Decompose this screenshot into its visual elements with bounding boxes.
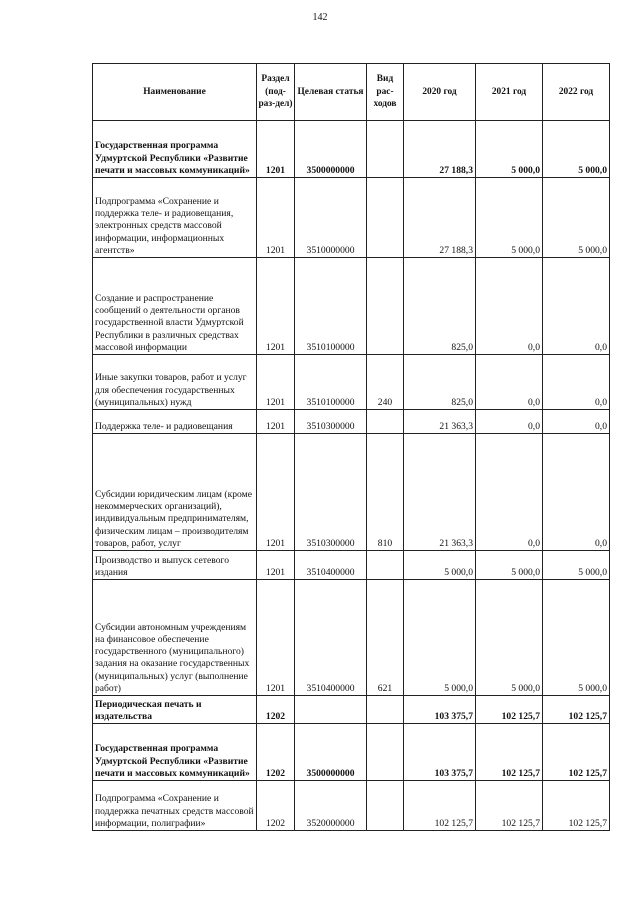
cell-section: 1201 [257, 121, 295, 178]
cell-section: 1202 [257, 781, 295, 831]
cell-y2020: 5 000,0 [404, 580, 476, 696]
cell-target: 3510000000 [295, 178, 367, 258]
cell-y2021: 102 125,7 [476, 724, 543, 781]
cell-y2022: 102 125,7 [543, 696, 610, 724]
header-section: Раздел (под-раз-дел) [257, 64, 295, 121]
cell-vr: 621 [367, 580, 404, 696]
cell-y2021: 0,0 [476, 258, 543, 355]
cell-y2021: 5 000,0 [476, 178, 543, 258]
cell-vr [367, 121, 404, 178]
cell-name: Поддержка теле- и радиовещания [93, 410, 257, 434]
cell-name: Периодическая печать и издательства [93, 696, 257, 724]
header-2022: 2022 год [543, 64, 610, 121]
cell-target: 3500000000 [295, 724, 367, 781]
table-row [93, 781, 610, 831]
cell-y2022: 0,0 [543, 258, 610, 355]
cell-section: 1201 [257, 580, 295, 696]
cell-name: Субсидии юридическим лицам (кроме некоммерческих организаций), индивидуальным предпринимателям, физическим лицам – производителям товаров, работ, услуг [93, 434, 257, 551]
table-header-row [93, 64, 610, 121]
cell-name: Производство и выпуск сетевого издания [93, 551, 257, 580]
budget-table [92, 63, 610, 831]
table-row [93, 178, 610, 258]
cell-section: 1201 [257, 178, 295, 258]
cell-target: 3520000000 [295, 781, 367, 831]
cell-section: 1202 [257, 696, 295, 724]
cell-target: 3510400000 [295, 551, 367, 580]
cell-y2020: 103 375,7 [404, 724, 476, 781]
cell-y2020: 825,0 [404, 355, 476, 410]
cell-target: 3510100000 [295, 258, 367, 355]
cell-y2022: 0,0 [543, 410, 610, 434]
cell-y2020: 27 188,3 [404, 178, 476, 258]
cell-vr: 810 [367, 434, 404, 551]
cell-y2021: 5 000,0 [476, 121, 543, 178]
table-row [93, 724, 610, 781]
cell-y2022: 102 125,7 [543, 781, 610, 831]
header-name: Наименование [93, 64, 257, 121]
header-2021: 2021 год [476, 64, 543, 121]
cell-y2021: 5 000,0 [476, 551, 543, 580]
cell-y2022: 5 000,0 [543, 178, 610, 258]
table-row [93, 355, 610, 410]
cell-y2021: 0,0 [476, 434, 543, 551]
cell-vr [367, 258, 404, 355]
cell-y2021: 102 125,7 [476, 696, 543, 724]
cell-y2020: 102 125,7 [404, 781, 476, 831]
cell-target: 3510100000 [295, 355, 367, 410]
cell-section: 1202 [257, 724, 295, 781]
cell-y2020: 5 000,0 [404, 551, 476, 580]
cell-y2020: 21 363,3 [404, 410, 476, 434]
header-target: Целевая статья [295, 64, 367, 121]
cell-y2020: 103 375,7 [404, 696, 476, 724]
cell-y2022: 102 125,7 [543, 724, 610, 781]
cell-section: 1201 [257, 410, 295, 434]
cell-name: Иные закупки товаров, работ и услуг для обеспечения государственных (муниципальных) нужд [93, 355, 257, 410]
table-row [93, 696, 610, 724]
header-vr: Вид рас-ходов [367, 64, 404, 121]
cell-section: 1201 [257, 355, 295, 410]
cell-section: 1201 [257, 434, 295, 551]
cell-y2021: 0,0 [476, 355, 543, 410]
cell-vr [367, 781, 404, 831]
cell-y2021: 102 125,7 [476, 781, 543, 831]
cell-y2020: 27 188,3 [404, 121, 476, 178]
cell-vr [367, 696, 404, 724]
table-row [93, 434, 610, 551]
cell-y2020: 21 363,3 [404, 434, 476, 551]
cell-vr: 240 [367, 355, 404, 410]
cell-name: Субсидии автономным учреждениям на финансовое обеспечение государственного (муниципального) задания на оказание государственных (муниципальных) услуг (выполнение работ) [93, 580, 257, 696]
cell-name: Государственная программа Удмуртской Республики «Развитие печати и массовых коммуникаций» [93, 121, 257, 178]
cell-y2022: 5 000,0 [543, 121, 610, 178]
cell-name: Создание и распространение сообщений о деятельности органов государственной власти Удмуртской Республики в различных средствах массовой информации [93, 258, 257, 355]
page-number: 142 [312, 12, 328, 23]
cell-target: 3510300000 [295, 434, 367, 551]
cell-y2022: 5 000,0 [543, 551, 610, 580]
cell-target: 3510400000 [295, 580, 367, 696]
cell-section: 1201 [257, 551, 295, 580]
cell-vr [367, 410, 404, 434]
cell-vr [367, 724, 404, 781]
table-row [93, 551, 610, 580]
cell-target [295, 696, 367, 724]
cell-target: 3510300000 [295, 410, 367, 434]
table-row [93, 121, 610, 178]
cell-y2021: 5 000,0 [476, 580, 543, 696]
table-row [93, 410, 610, 434]
cell-y2022: 5 000,0 [543, 580, 610, 696]
cell-name: Подпрограмма «Сохранение и поддержка теле- и радиовещания, электронных средств массовой информации, информационных агентств» [93, 178, 257, 258]
cell-name: Государственная программа Удмуртской Республики «Развитие печати и массовых коммуникаций» [93, 724, 257, 781]
cell-y2022: 0,0 [543, 434, 610, 551]
cell-target: 3500000000 [295, 121, 367, 178]
cell-y2021: 0,0 [476, 410, 543, 434]
cell-section: 1201 [257, 258, 295, 355]
header-2020: 2020 год [404, 64, 476, 121]
cell-y2022: 0,0 [543, 355, 610, 410]
table-row [93, 580, 610, 696]
cell-y2020: 825,0 [404, 258, 476, 355]
cell-name: Подпрограмма «Сохранение и поддержка печатных средств массовой информации, полиграфии» [93, 781, 257, 831]
cell-vr [367, 178, 404, 258]
cell-vr [367, 551, 404, 580]
table-row [93, 258, 610, 355]
